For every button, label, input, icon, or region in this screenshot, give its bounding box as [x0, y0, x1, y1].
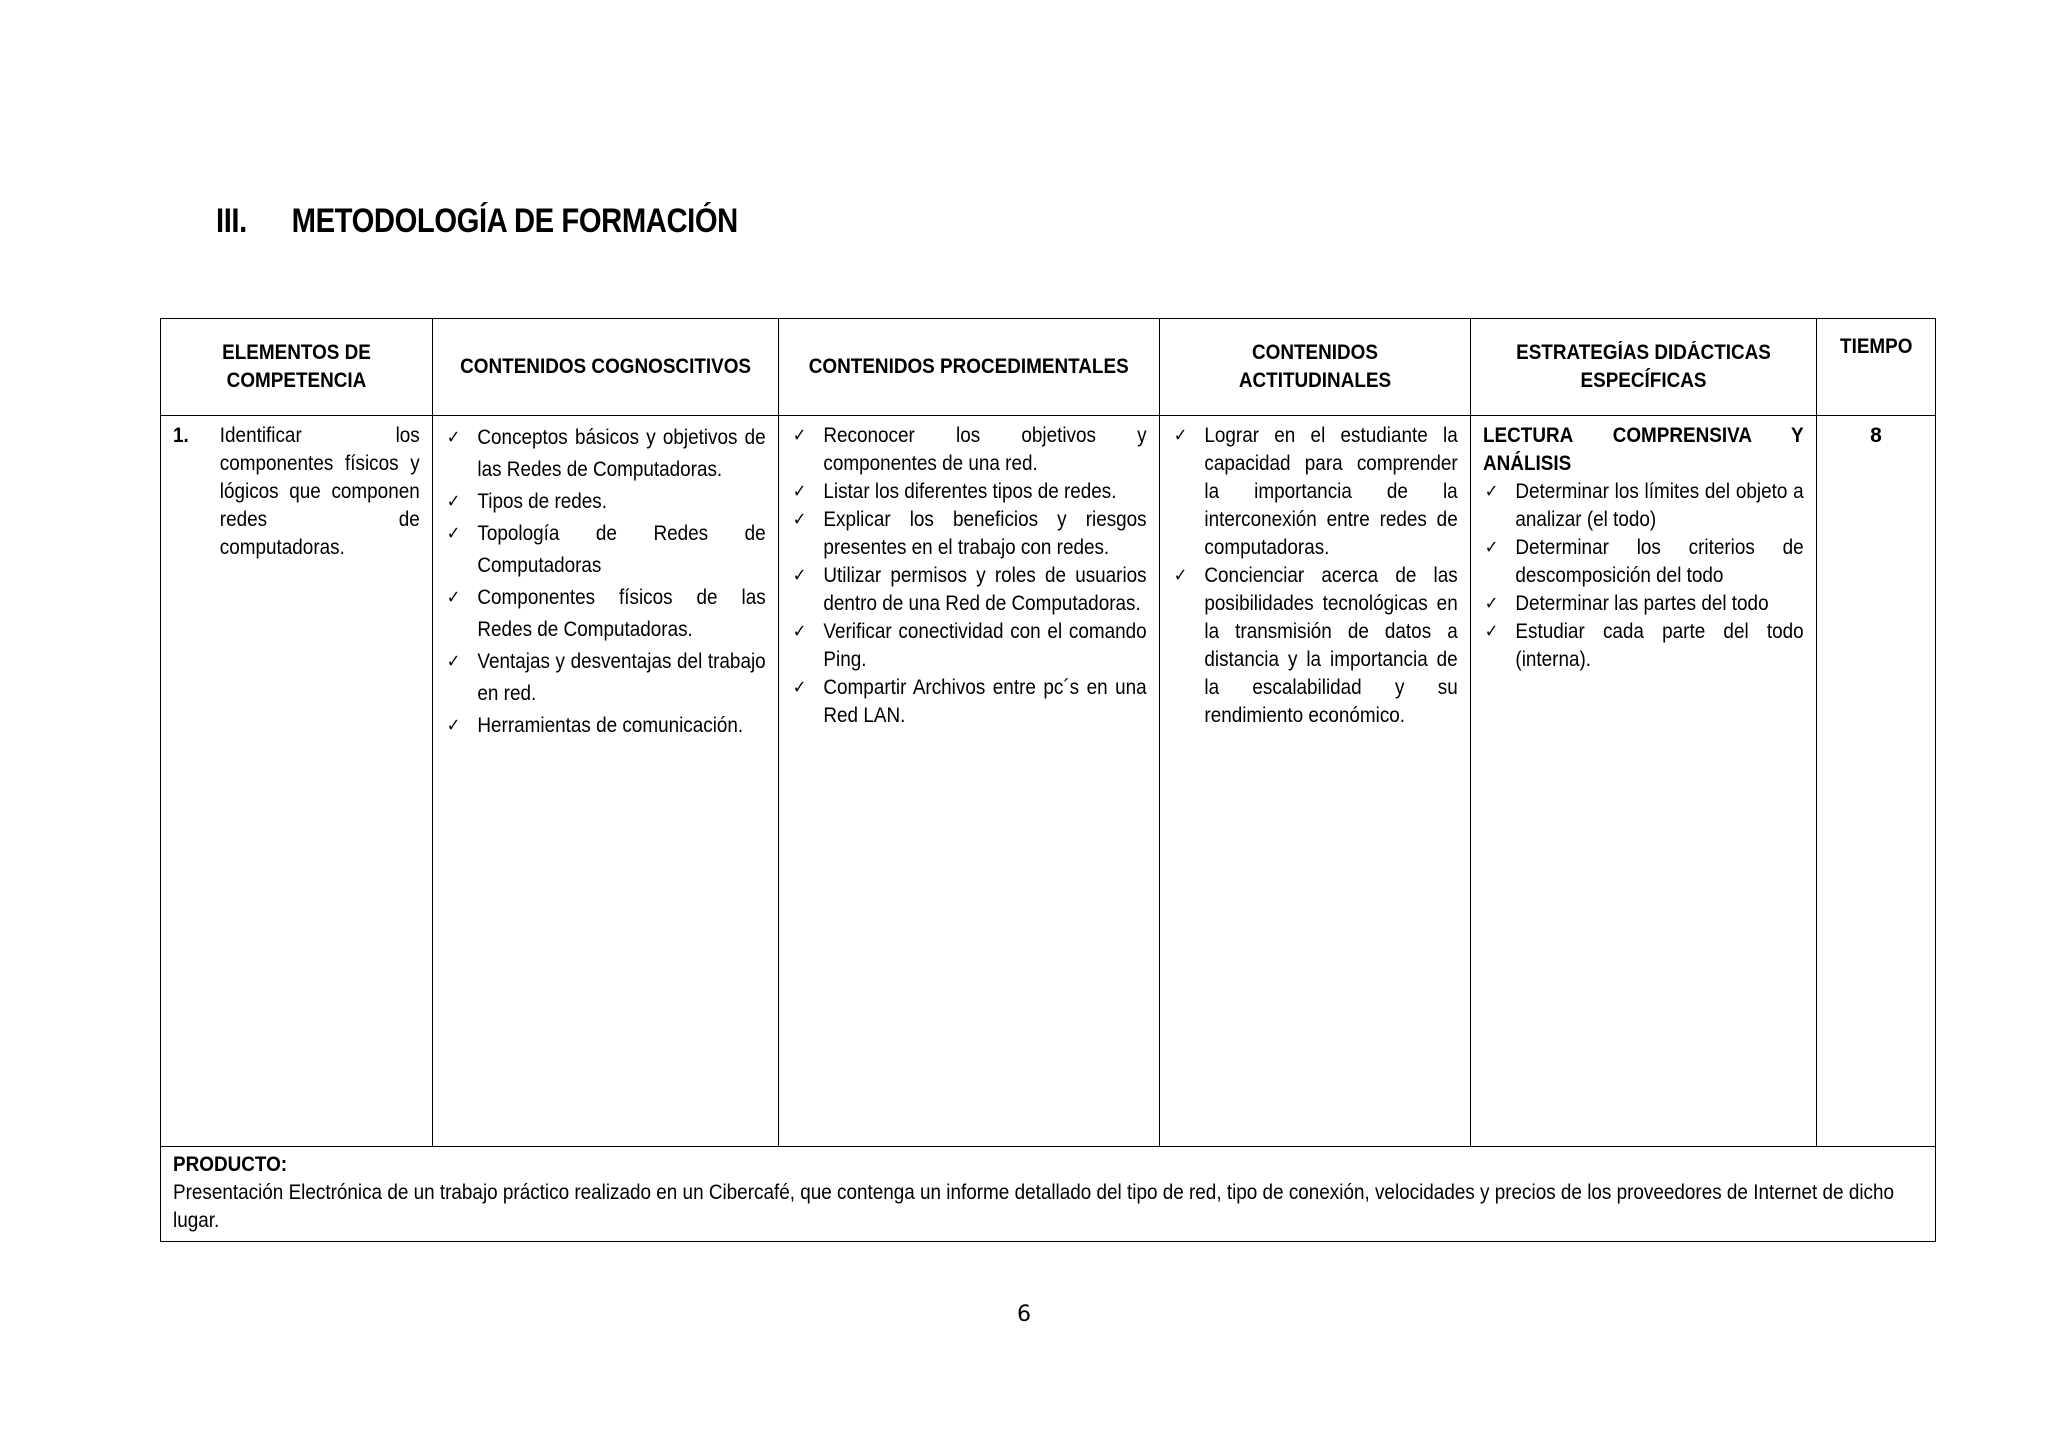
- list-item: ✓ Listar los diferentes tipos de redes.: [791, 478, 1147, 506]
- header-procedimentales: CONTENIDOS PROCEDIMENTALES: [779, 319, 1160, 416]
- elemento-text: Identificar los componentes físicos y lógicos que componen redes de computadoras.: [219, 424, 420, 559]
- list-item: ✓ Compartir Archivos entre pc´s en una Red LAN.: [792, 676, 1147, 727]
- list-item: ✓ Herramientas de comunicación.: [445, 710, 766, 742]
- check-icon: ✓: [792, 425, 807, 446]
- check-icon: ✓: [446, 651, 461, 672]
- header-tiempo: TIEMPO: [1817, 319, 1936, 416]
- producto-label: PRODUCTO:: [173, 1153, 288, 1176]
- list-item: ✓ Determinar los límites del objeto a analizar (el todo): [1484, 480, 1804, 531]
- cognoscitivos-cell: [433, 416, 779, 1147]
- list-item: ✓ Tipos de redes.: [445, 486, 766, 518]
- header-actitudinales: CONTENIDOS ACTITUDINALES: [1160, 319, 1471, 416]
- estrategias-title: LECTURA COMPRENSIVA Y ANÁLISIS: [1483, 424, 1804, 475]
- table-row: [161, 416, 1936, 1147]
- table-header-row: [161, 319, 1936, 416]
- check-icon: ✓: [446, 523, 461, 544]
- check-icon: ✓: [792, 481, 807, 502]
- estrategias-cell: [1471, 416, 1817, 1147]
- check-icon: ✓: [792, 677, 807, 698]
- section-number: III.: [216, 202, 247, 240]
- procedimentales-list: [791, 422, 1147, 730]
- check-icon: ✓: [1173, 565, 1188, 586]
- producto-cell: [161, 1147, 1936, 1242]
- check-icon: ✓: [446, 715, 461, 736]
- header-cognoscitivos: CONTENIDOS COGNOSCITIVOS: [433, 319, 779, 416]
- list-item: ✓ Lograr en el estudiante la capacidad para comprender la importancia de la interconexión entre redes de computadoras.: [1173, 424, 1458, 559]
- check-icon: ✓: [1173, 425, 1188, 446]
- list-item: ✓ Verificar conectividad con el comando Ping.: [792, 620, 1147, 671]
- check-icon: ✓: [446, 587, 461, 608]
- list-item: ✓ Concienciar acerca de las posibilidades tecnológicas en la transmisión de datos a distancia y la importancia de la escalabilidad y su rendimiento económico.: [1173, 564, 1458, 727]
- list-item: ✓ Topología de Redes de Computadoras: [445, 518, 766, 582]
- actitudinales-cell: [1160, 416, 1471, 1147]
- list-item: ✓ Componentes físicos de las Redes de Computadoras.: [445, 582, 766, 646]
- list-item: ✓ Determinar las partes del todo: [1483, 590, 1804, 618]
- check-icon: ✓: [792, 509, 807, 530]
- producto-row: [161, 1147, 1936, 1242]
- list-item: ✓ Utilizar permisos y roles de usuarios dentro de una Red de Computadoras.: [792, 564, 1147, 615]
- tiempo-value: 8: [1870, 424, 1882, 447]
- check-icon: ✓: [446, 427, 461, 448]
- page-number: 6: [1017, 1302, 1031, 1327]
- section-title: METODOLOGÍA DE FORMACIÓN: [291, 202, 738, 240]
- check-icon: ✓: [1484, 537, 1499, 558]
- procedimentales-cell: [779, 416, 1160, 1147]
- list-item: ✓ Reconocer los objetivos y componentes de una red.: [792, 424, 1147, 475]
- actitudinales-list: [1172, 422, 1458, 730]
- list-item: ✓ Conceptos básicos y objetivos de las Redes de Computadoras.: [445, 422, 766, 486]
- elemento-cell: [161, 416, 433, 1147]
- tiempo-cell: [1817, 416, 1936, 1147]
- check-icon: ✓: [1484, 481, 1499, 502]
- methodology-table: [160, 318, 1936, 1242]
- check-icon: ✓: [792, 565, 807, 586]
- check-icon: ✓: [1484, 593, 1499, 614]
- list-item: ✓ Determinar los criterios de descomposición del todo: [1484, 536, 1804, 587]
- list-item: ✓ Estudiar cada parte del todo (interna).: [1484, 620, 1804, 671]
- estrategias-list: [1483, 478, 1804, 674]
- list-item: ✓ Ventajas y desventajas del trabajo en red.: [445, 646, 766, 710]
- check-icon: ✓: [792, 621, 807, 642]
- elemento-number: 1.: [173, 424, 189, 447]
- check-icon: ✓: [1484, 621, 1499, 642]
- header-elementos: ELEMENTOS DE COMPETENCIA: [161, 319, 433, 416]
- section-heading: [216, 202, 738, 241]
- list-item: ✓ Explicar los beneficios y riesgos presentes en el trabajo con redes.: [792, 508, 1147, 559]
- header-estrategias: ESTRATEGÍAS DIDÁCTICAS ESPECÍFICAS: [1471, 319, 1817, 416]
- producto-text: Presentación Electrónica de un trabajo práctico realizado en un Cibercafé, que contenga un informe detallado del tipo de red, tipo de conexión, velocidades y precios de los proveedores de Internet de dicho lugar.: [173, 1181, 1895, 1232]
- cognoscitivos-list: [445, 422, 766, 742]
- check-icon: ✓: [446, 491, 461, 512]
